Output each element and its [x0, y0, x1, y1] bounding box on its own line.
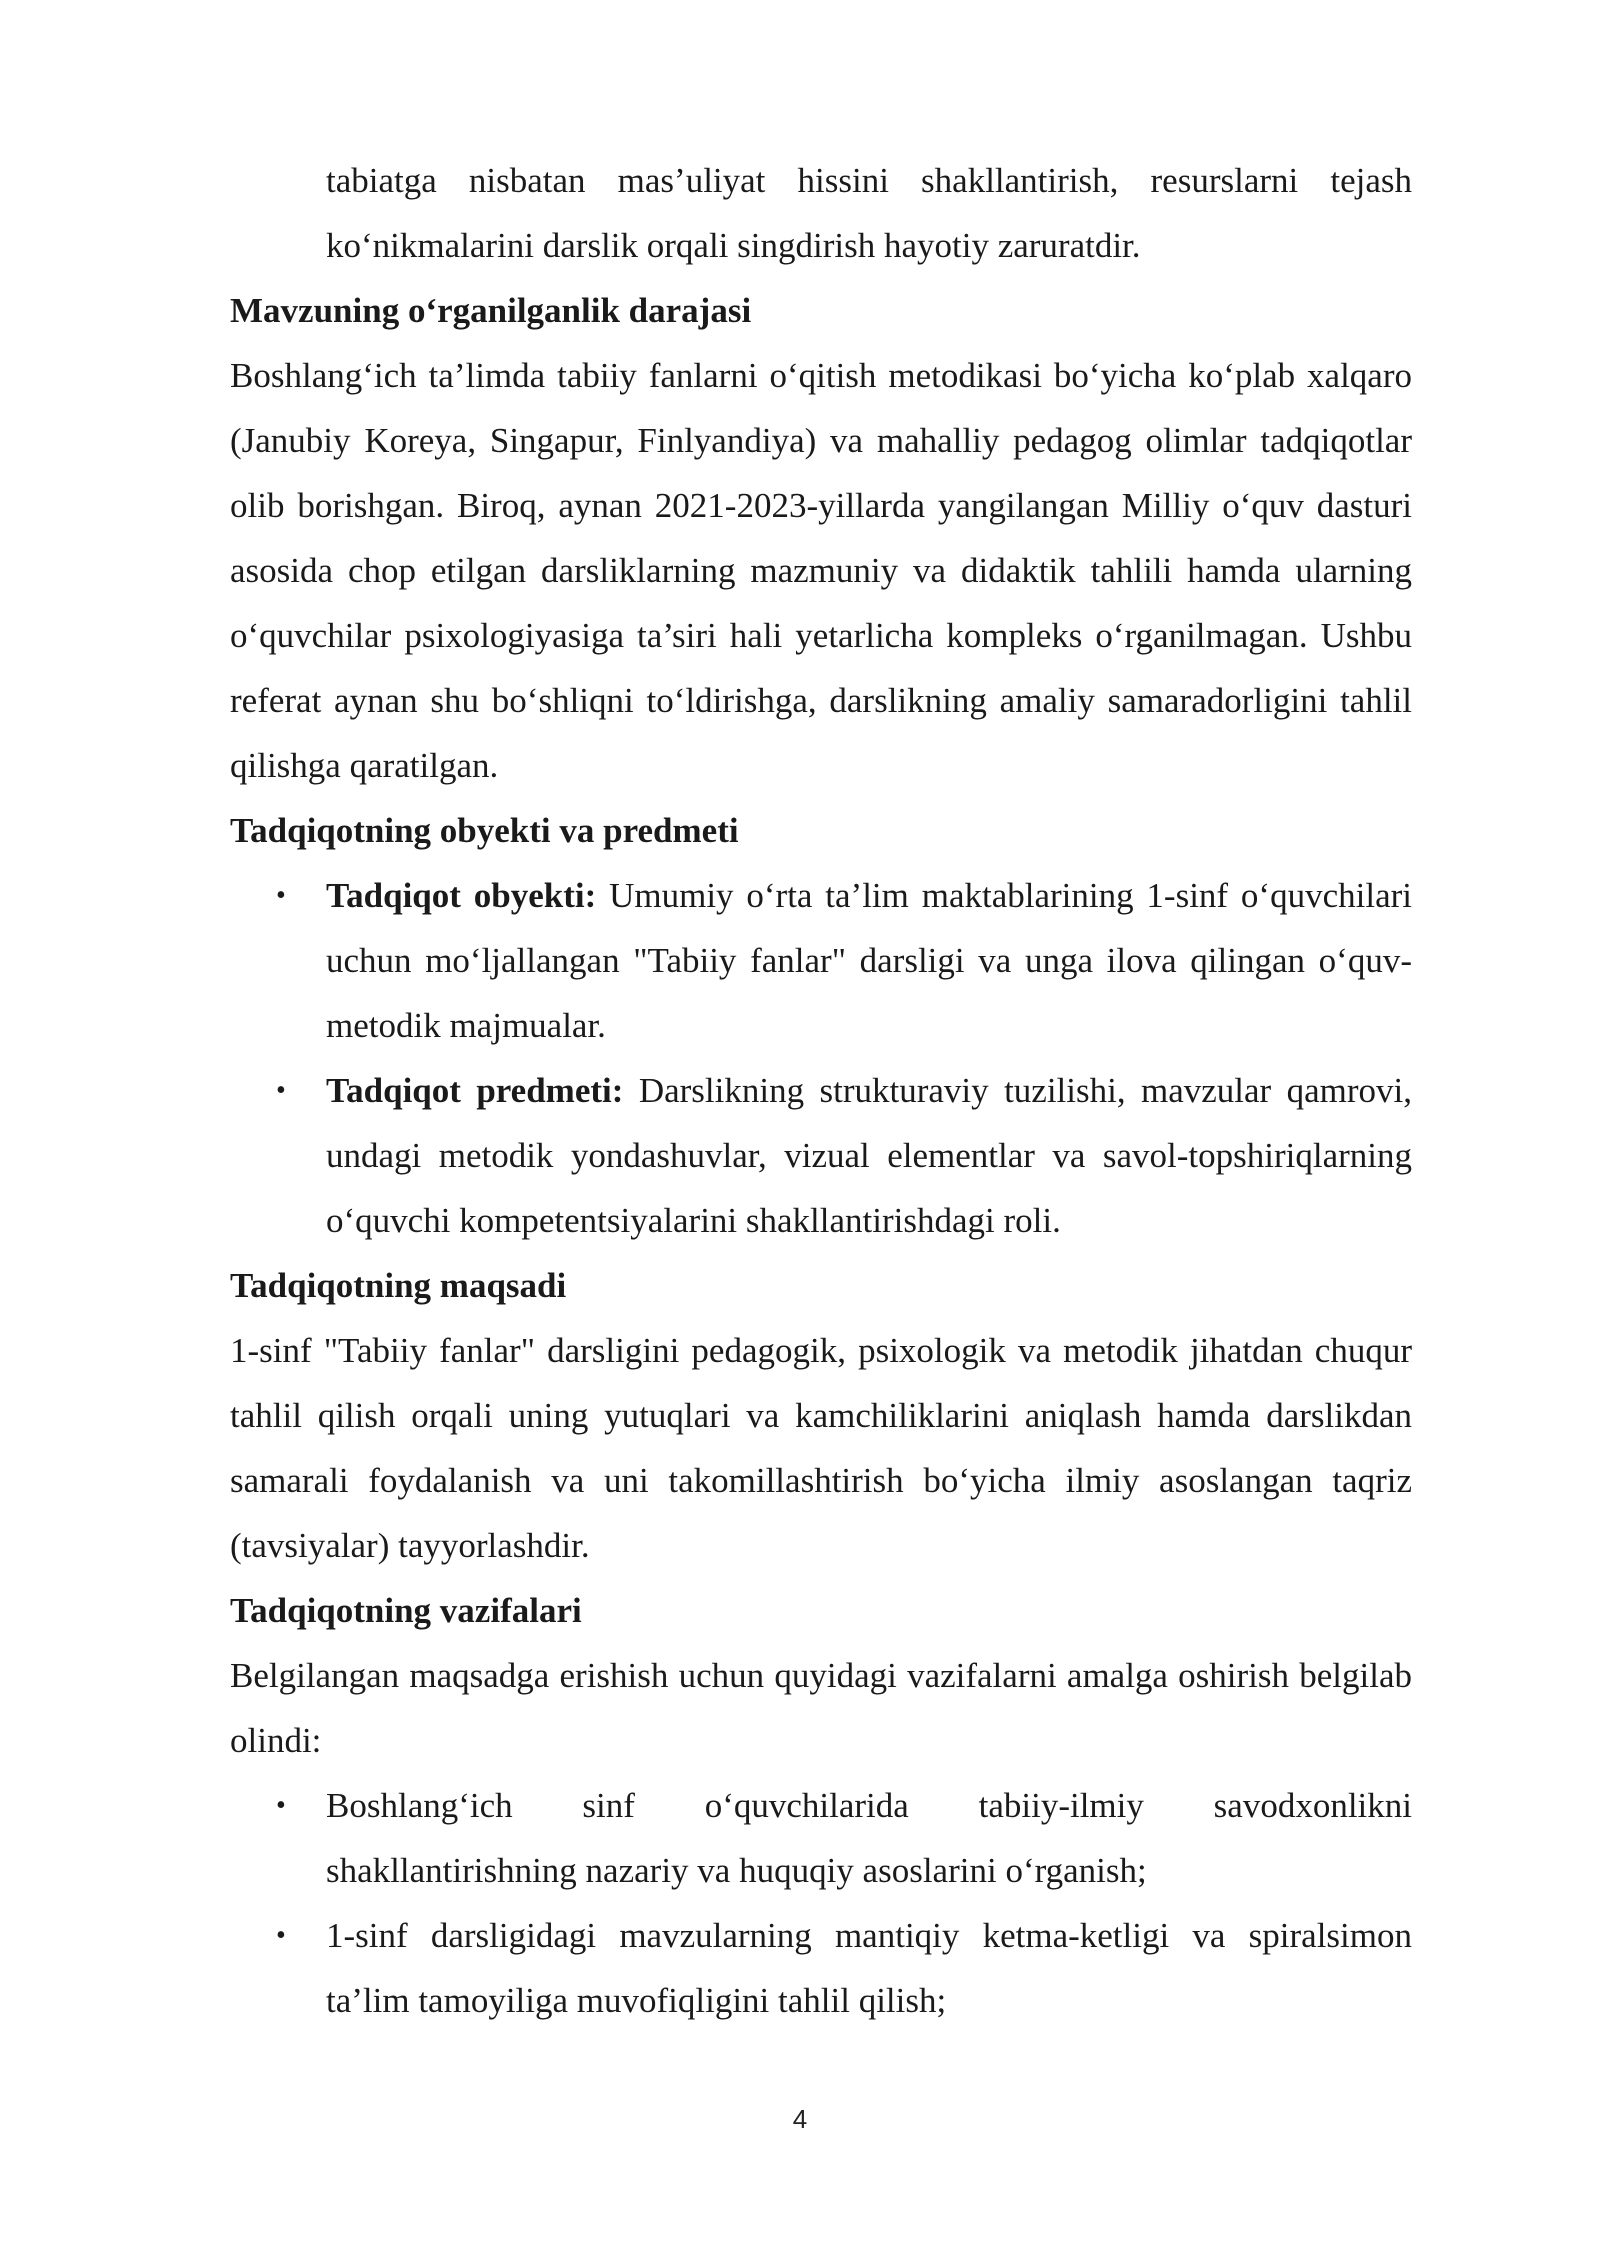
intro-continuation-paragraph: tabiatga nisbatan mas’uliyat hissini shakllantirish, resurslarni tejash ko‘nikmalarini darslik orqali singdirish hayotiy zaruratdir.	[326, 161, 1412, 265]
bullet-icon: •	[276, 1075, 286, 1106]
list-item	[230, 1903, 1412, 2033]
study-level-heading: Mavzuning o‘rganilganlik darajasi	[230, 291, 752, 330]
object-description: Umumiy o‘rta ta’lim maktablarining 1-sinf o‘quvchilari uchun mo‘ljallangan "Tabiiy fanlar" darsligi va unga ilova qilingan o‘quv-metodik majmualar.	[326, 876, 1412, 1045]
document-page	[230, 148, 1412, 2033]
tasks-list	[230, 1773, 1412, 2033]
bullet-icon: •	[276, 1920, 286, 1951]
bullet-icon: •	[276, 880, 286, 911]
list-item-object	[230, 863, 1412, 1058]
object-subject-list	[230, 863, 1412, 1253]
task-text: 1-sinf darsligidagi mavzularning mantiqiy ketma-ketligi va spiralsimon ta’lim tamoyiliga muvofiqligini tahlil qilish;	[326, 1916, 1412, 2020]
goal-paragraph: 1-sinf "Tabiiy fanlar" darsligini pedagogik, psixologik va metodik jihatdan chuqur tahlil qilish orqali uning yutuqlari va kamchiliklarini aniqlash hamda darslikdan samarali foydalanish va uni takomillashtirish bo‘yicha ilmiy asoslangan taqriz (tavsiyalar) tayyorlashdir.	[230, 1331, 1412, 1565]
study-level-section	[230, 278, 1412, 798]
tasks-section	[230, 1578, 1412, 2033]
tasks-intro-paragraph: Belgilangan maqsadga erishish uchun quyidagi vazifalarni amalga oshirish belgilab olindi:	[230, 1656, 1412, 1760]
bullet-icon: •	[276, 1790, 286, 1821]
task-text: Boshlang‘ich sinf o‘quvchilarida tabiiy-ilmiy savodxonlikni shakllantirishning nazariy va huquqiy asoslarini o‘rganish;	[326, 1786, 1412, 1890]
list-item-subject	[230, 1058, 1412, 1253]
tasks-heading: Tadqiqotning vazifalari	[230, 1591, 582, 1630]
page-number: 4	[792, 2104, 808, 2134]
intro-continuation-block	[230, 148, 1412, 278]
subject-term: Tadqiqot predmeti:	[326, 1071, 624, 1110]
subject-description: Darslikning strukturaviy tuzilishi, mavzular qamrovi, undagi metodik yondashuvlar, vizual elementlar va savol-topshiriqlarning o‘quvchi kompetentsiyalarini shakllantirishdagi roli.	[326, 1071, 1413, 1240]
object-term: Tadqiqot obyekti:	[326, 876, 597, 915]
goal-heading: Tadqiqotning maqsadi	[230, 1266, 567, 1305]
study-level-paragraph: Boshlang‘ich ta’limda tabiiy fanlarni o‘qitish metodikasi bo‘yicha ko‘plab xalqaro (Janubiy Koreya, Singapur, Finlyandiya) va mahalliy pedagog olimlar tadqiqotlar olib borishgan. Biroq, aynan 2021-2023-yillarda yangilangan Milliy o‘quv dasturi asosida chop etilgan darsliklarning mazmuniy va didaktik tahlili hamda ularning o‘quvchilar psixologiyasiga ta’siri hali yetarlicha kompleks o‘rganilmagan. Ushbu referat aynan shu bo‘shliqni to‘ldirishga, darslikning amaliy samaradorligini tahlil qilishga qaratilgan.	[230, 356, 1412, 785]
object-subject-section	[230, 798, 1412, 1253]
goal-section	[230, 1253, 1412, 1578]
object-subject-heading: Tadqiqotning obyekti va predmeti	[230, 811, 739, 850]
list-item	[230, 1773, 1412, 1903]
